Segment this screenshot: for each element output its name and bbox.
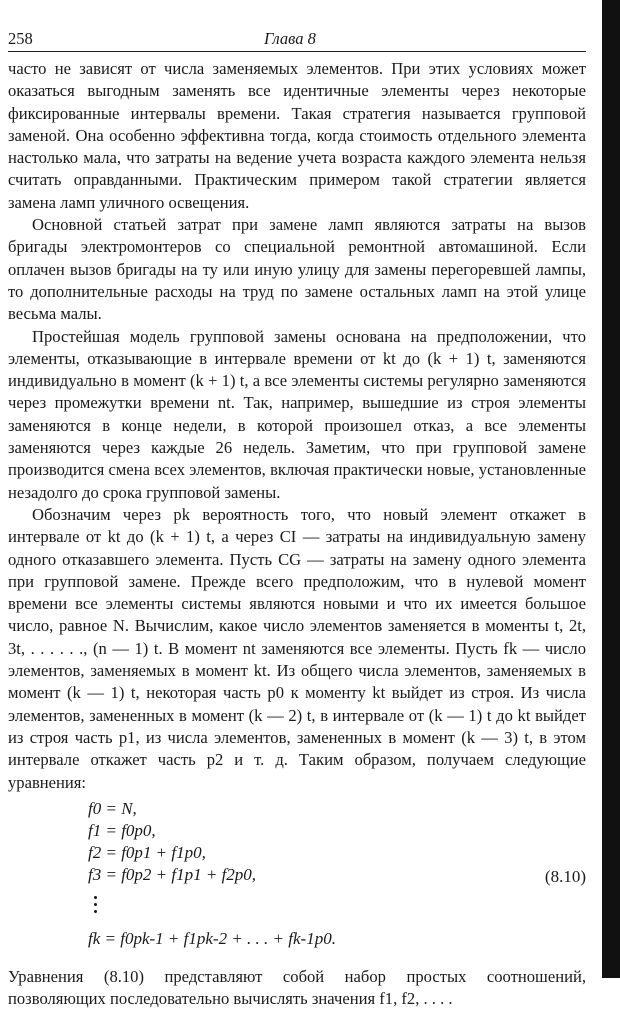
paragraph-5: Уравнения (8.10) представляют собой набор простых соотношений, позволяющих последовательно вычислять значения f1, f2, . . . . (8, 966, 586, 1009)
equation-f0: f0 = N, (88, 798, 137, 818)
paragraph-2: Основной статьей затрат при замене ламп являются затраты на вызов бригады электромонтеров со специальной ремонтной автомашиной. Если оплачен вызов бригады на ту или иную улицу для замены перегоревшей лампы, то дополнительные расходы на труд по замене остальных ламп на этой улице весьма малы. (8, 215, 586, 324)
page-header (8, 29, 586, 52)
paragraph-1: часто не зависят от числа заменяемых элементов. При этих условиях может оказаться выгодным заменять все идентичные элементы через некоторые фиксированные интервалы времени. Такая стратегия называется групповой заменой. Она особенно эффективна тогда, когда стоимость отдельного элемента настолько мала, что затраты на ведение учета возраста каждого элемента нельзя считать оправданными. Практическим примером такой стратегии является замена ламп уличного освещения. (8, 59, 586, 212)
equation-fk: fk = f0pk-1 + f1pk-2 + . . . + fk-1p0. (88, 928, 336, 948)
paragraph-3: Простейшая модель групповой замены основана на предположении, что элементы, отказывающие в интервале времени от kt до (k + 1) t, заменяются индивидуально в момент (k + 1) t, а все элементы системы регулярно заменяются через промежутки времени nt. Так, например, вышедшие из строя элементы заменяются в конце недели, в которой произошел отказ, а все элементы заменяются через каждые 26 недель. Заметим, что при групповой замене производится смена всех элементов, включая практически новые, установленные незадолго до срока групповой замены. (8, 326, 586, 502)
equation-number: (8.10) (544, 866, 586, 886)
equation-f2: f2 = f0p1 + f1p0, (88, 842, 206, 862)
equation-f1: f1 = f0p0, (88, 820, 156, 840)
page-body (8, 58, 586, 1010)
vertical-ellipsis (94, 896, 98, 917)
equation-f3: f3 = f0p2 + f1p1 + f2p0, (88, 864, 257, 884)
page-edge-shadow (602, 0, 620, 978)
equation-block (8, 798, 586, 962)
paragraph-4: Обозначим через pk вероятность того, что новый элемент откажет в интервале от kt до (k + 1) t, а через CI — затраты на индивидуальную замену одного отказавшего элемента. Пусть CG — затраты на замену одного элемента при групповой замене. Прежде всего предположим, что в нулевой момент времени все элементы системы являются новыми и что их имеется большое число, равное N. Вычислим, какое число элементов заменяется в моменты t, 2t, 3t, . . . . . ., (n — 1) t. В момент nt заменяются все элементы. Пусть fk — число элементов, заменяемых в момент kt. Из общего числа элементов, заменяемых в момент (k — 1) t, некоторая часть p0 к моменту kt выйдет из строя. Из числа элементов, замененных в момент (k — 2) t, в интервале от (k — 1) t до kt выйдет из строя часть p1, из числа элементов, замененных в момент (k — 3) t, в этом интервале откажет часть p2 и т. д. Таким образом, получаем следующие уравнения: (8, 504, 586, 792)
page-number: 258 (8, 29, 33, 48)
chapter-title: Глава 8 (264, 29, 316, 48)
